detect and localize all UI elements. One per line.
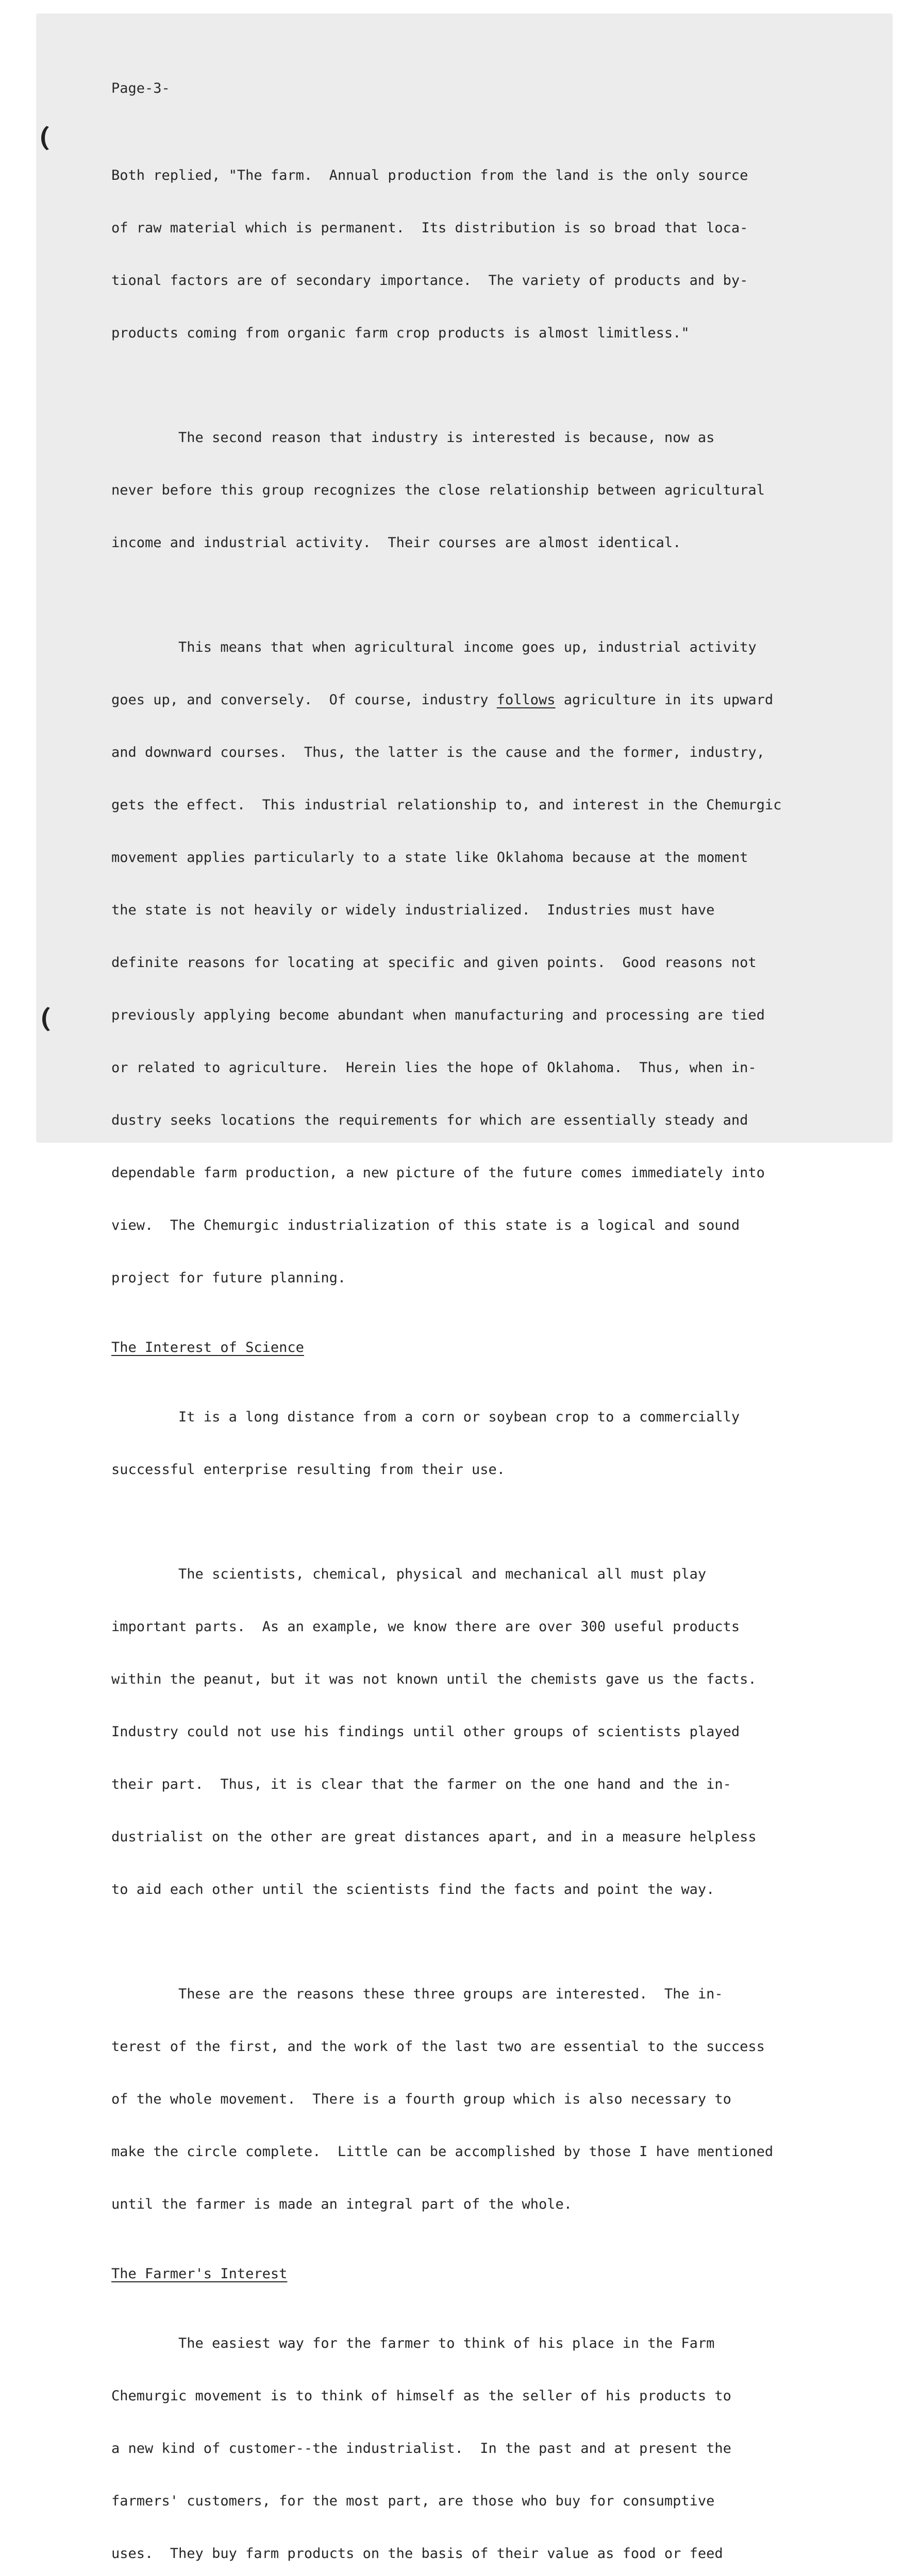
text-line: of the whole movement. There is a fourth group which is also necessary to: [111, 2091, 731, 2107]
text-line: farmers' customers, for the most part, are those who buy for consumptive: [111, 2493, 715, 2509]
text-line: gets the effect. This industrial relationship to, and interest in the Chemurgic: [111, 797, 782, 813]
text-line: important parts. As an example, we know there are over 300 useful products: [111, 1619, 740, 1635]
punch-hole: [41, 124, 65, 152]
text-line: previously applying become abundant when manufacturing and processing are tied: [111, 1007, 765, 1023]
text-line: This means that when agricultural income goes up, industrial activity: [111, 639, 757, 655]
text-line: income and industrial activity. Their courses are almost identical.: [111, 535, 681, 551]
text-line: a new kind of customer--the industrialist. In the past and at present the: [111, 2441, 731, 2456]
text-line: The second reason that industry is interested is because, now as: [111, 430, 715, 446]
text-line: to aid each other until the scientists find the facts and point the way.: [111, 1882, 715, 1897]
text-line: movement applies particularly to a state like Oklahoma because at the moment: [111, 850, 748, 866]
text-line: Industry could not use his findings until other groups of scientists played: [111, 1724, 740, 1740]
text-line: [111, 691, 833, 709]
text-line: tional factors are of secondary importance. The variety of products and by-: [111, 273, 748, 289]
text-line: never before this group recognizes the close relationship between agricultural: [111, 482, 765, 498]
text-line: their part. Thus, it is clear that the farmer on the one hand and the in-: [111, 1776, 731, 1792]
paragraph-5: [111, 1531, 833, 1934]
text-line: project for future planning.: [111, 1270, 346, 1286]
text-segment: agriculture in its upward: [555, 692, 774, 708]
text-line: make the circle complete. Little can be accomplished by those I have mentioned: [111, 2144, 774, 2160]
text-line: These are the reasons these three groups are interested. The in-: [111, 1986, 723, 2002]
text-line: successful enterprise resulting from their use.: [111, 1462, 506, 1478]
underlined-word: follows: [496, 692, 556, 708]
text-line: of raw material which is permanent. Its distribution is so broad that loca-: [111, 220, 748, 236]
text-line: uses. They buy farm products on the basis of their value as food or feed: [111, 2546, 723, 2562]
text-line: until the farmer is made an integral part of the whole.: [111, 2196, 573, 2212]
section-heading-science: The Interest of Science: [111, 1340, 304, 1355]
text-line: The easiest way for the farmer to think of his place in the Farm: [111, 2335, 715, 2351]
text-line: and downward courses. Thus, the latter is the cause and the former, industry,: [111, 744, 765, 760]
paragraph-7: [111, 2300, 833, 2576]
text-line: dustrialist on the other are great distances apart, and in a measure helpless: [111, 1829, 757, 1845]
text-line: Chemurgic movement is to think of himself as the seller of his products to: [111, 2388, 731, 2404]
punch-hole: [42, 1005, 66, 1033]
section-heading-farmer: The Farmer's Interest: [111, 2266, 288, 2282]
text-line: Both replied, "The farm. Annual production from the land is the only source: [111, 167, 748, 183]
text-line: terest of the first, and the work of the last two are essential to the success: [111, 2039, 765, 2055]
text-line: It is a long distance from a corn or soybean crop to a commercially: [111, 1409, 740, 1425]
text-segment: goes up, and conversely. Of course, industry: [111, 692, 497, 708]
text-line: dustry seeks locations the requirements for which are essentially steady and: [111, 1112, 748, 1128]
text-line: the state is not heavily or widely industrialized. Industries must have: [111, 902, 715, 918]
text-line: within the peanut, but it was not known until the chemists gave us the facts.: [111, 1671, 757, 1687]
text-line: or related to agriculture. Herein lies the hope of Oklahoma. Thus, when in-: [111, 1060, 757, 1076]
page-number: Page-3-: [111, 80, 170, 96]
paragraph-3: [111, 604, 833, 1322]
document-body: [111, 132, 833, 2576]
text-line: dependable farm production, a new picture of the future comes immediately into: [111, 1165, 765, 1181]
text-line: The scientists, chemical, physical and mechanical all must play: [111, 1566, 707, 1582]
text-line: view. The Chemurgic industrialization of this state is a logical and sound: [111, 1217, 740, 1233]
text-line: definite reasons for locating at specific and given points. Good reasons not: [111, 955, 757, 971]
paragraph-2: [111, 394, 833, 587]
text-line: products coming from organic farm crop products is almost limitless.": [111, 325, 690, 341]
paragraph-1: [111, 132, 833, 377]
paragraph-6: [111, 1951, 833, 2248]
paragraph-4: [111, 1374, 833, 1514]
